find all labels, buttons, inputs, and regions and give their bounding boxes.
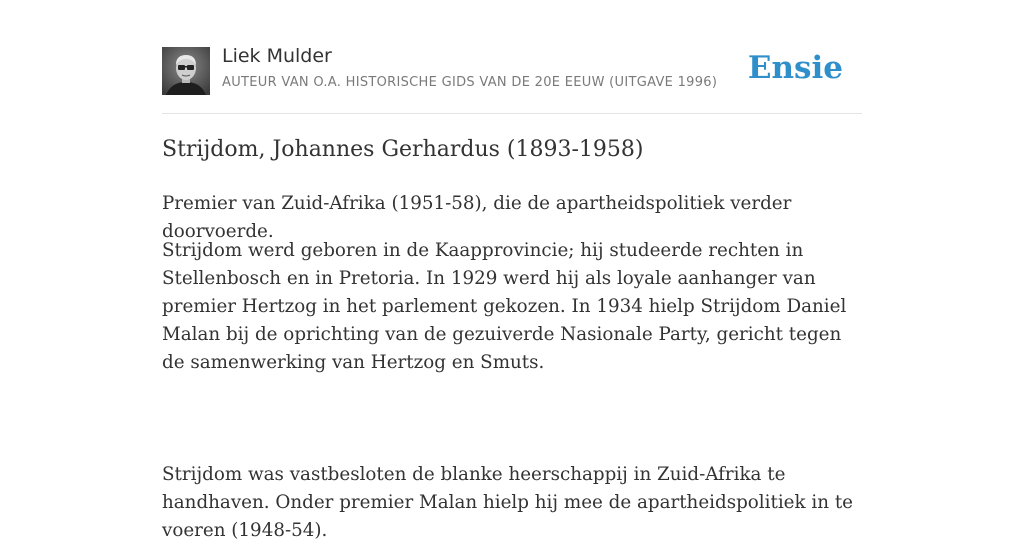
- author-name[interactable]: Liek Mulder: [222, 45, 332, 67]
- article-intro-paragraph: Premier van Zuid-Afrika (1951-58), die de apartheidspolitiek verder doorvoerde.: [162, 193, 792, 242]
- author-header: [162, 0, 862, 114]
- ensie-logo[interactable]: Ensie: [747, 50, 843, 86]
- article-title: Strijdom, Johannes Gerhardus (1893-1958): [162, 137, 644, 162]
- author-photo-icon: [162, 47, 210, 95]
- author-description: AUTEUR VAN O.A. HISTORISCHE GIDS VAN DE 20E EEUW (UITGAVE 1996): [222, 75, 718, 90]
- author-avatar[interactable]: [162, 47, 210, 95]
- article-paragraph: Strijdom werd geboren in de Kaapprovincie; hij studeerde rechten in Stellenbosch en in Pretoria. In 1929 werd hij als loyale aanhanger van premier Hertzog in het parlement gekozen. In 1934 hielp Strijdom Daniel Malan bij de oprichting van de gezuiverde Nasionale Party, gericht tegen de samenwerking van Hertzog en Smuts.: [162, 240, 847, 373]
- article-container: [162, 0, 862, 541]
- article-paragraph: Strijdom was vastbesloten de blanke heerschappij in Zuid-Afrika te handhaven. Onder premier Malan hielp hij mee de apartheidspolitiek in te voeren (1948-54).: [162, 464, 853, 541]
